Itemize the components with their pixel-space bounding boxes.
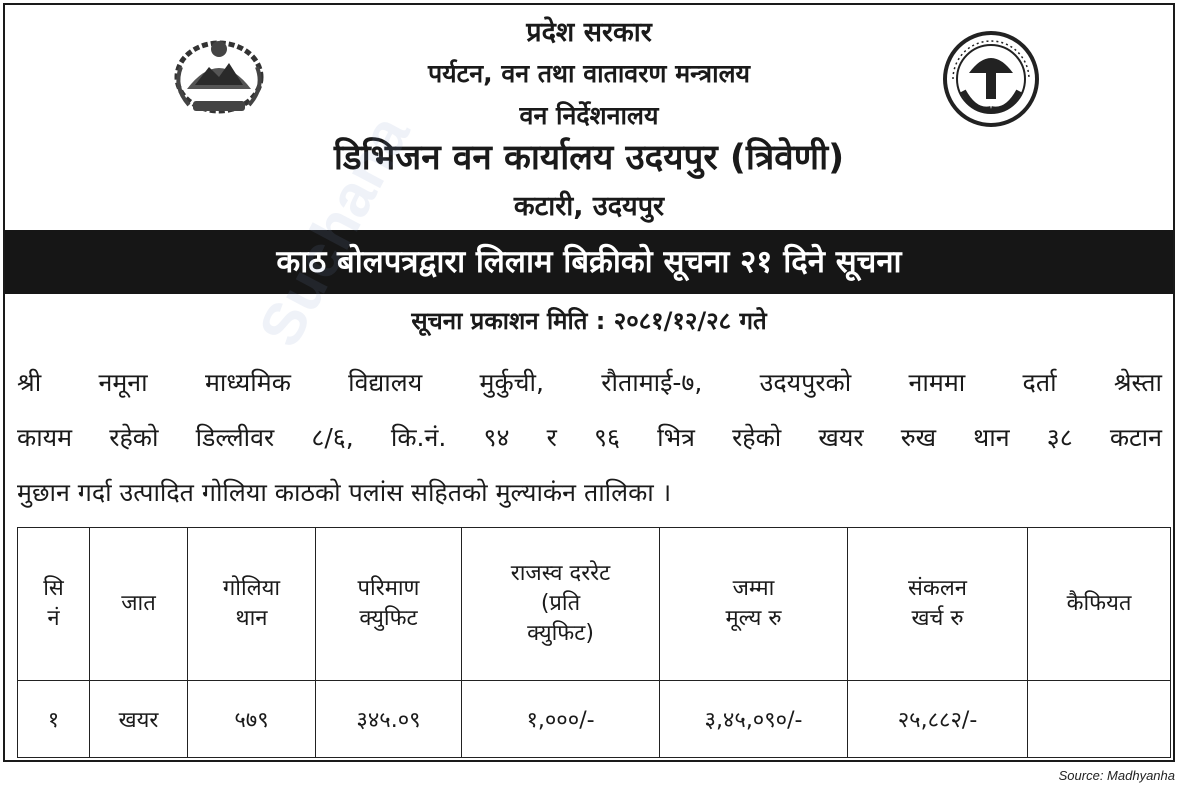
header-text: जम्मा	[732, 576, 775, 601]
header-text: नं	[47, 606, 60, 631]
header-log-count	[188, 528, 316, 681]
office-title: डिभिजन वन कार्यालय उदयपुर (त्रिवेणी)	[333, 138, 845, 178]
header-text: थान	[235, 606, 268, 631]
valuation-table	[17, 527, 1171, 758]
header-text: संकलन	[908, 576, 967, 601]
cell-species: खयर	[90, 681, 188, 758]
publish-date: सूचना प्रकाशन मिति : २०८१/१२/२८ गते	[411, 307, 767, 335]
header-text: गोलिया	[222, 576, 281, 601]
notice-header	[5, 5, 1173, 229]
header-serial	[18, 528, 90, 681]
header-text: जात	[121, 591, 156, 616]
office-location: कटारी, उदयपुर	[513, 191, 665, 222]
header-text: सि	[43, 576, 64, 601]
header-text: क्युफिट)	[527, 621, 594, 646]
header-species	[90, 528, 188, 681]
source-credit: Source: Madhyanha	[1058, 768, 1175, 783]
header-remarks	[1028, 528, 1171, 681]
header-text: (प्रति	[540, 591, 581, 616]
header-total-value	[660, 528, 848, 681]
header-collection-cost	[848, 528, 1028, 681]
notice-banner: काठ बोलपत्रद्वारा लिलाम बिक्रीको सूचना २१ दिने सूचना	[5, 230, 1173, 294]
paragraph-line: श्री नमूना माध्यमिक विद्यालय मुर्कुची, रौतामाई-७, उदयपुरको नाममा दर्ता श्रेस्ता	[17, 368, 1162, 397]
cell-volume: ३४५.०९	[316, 681, 462, 758]
header-text: मूल्य रु	[725, 606, 782, 631]
paragraph-line: कायम रहेको डिल्लीवर ८/६, कि.नं. ९४ र ९६ भित्र रहेको खयर रुख थान ३८ कटान	[17, 423, 1162, 452]
header-volume	[316, 528, 462, 681]
cell-total-value: ३,४५,०९०/-	[660, 681, 848, 758]
directorate-title: वन निर्देशनालय	[519, 101, 659, 130]
cell-remarks	[1028, 681, 1171, 758]
cell-serial: १	[18, 681, 90, 758]
header-text: खर्च रु	[911, 606, 964, 631]
header-text: कैफियत	[1066, 591, 1132, 616]
table-row	[18, 681, 1171, 758]
header-text: परिमाण	[357, 576, 420, 601]
cell-royalty-rate: १,०००/-	[462, 681, 660, 758]
header-text: क्युफिट	[359, 606, 418, 631]
table-header-row	[18, 528, 1171, 681]
paragraph-line: मुछान गर्दा उत्पादित गोलिया काठको पलांस सहितको मुल्याकंन तालिका ।	[17, 478, 672, 507]
header-royalty-rate	[462, 528, 660, 681]
notice-paragraph	[17, 355, 1162, 520]
cell-collection-cost: २५,८८२/-	[848, 681, 1028, 758]
header-text: राजस्व दररेट	[510, 561, 611, 586]
notice-frame	[3, 3, 1175, 762]
cell-log-count: ५७९	[188, 681, 316, 758]
ministry-title: पर्यटन, वन तथा वातावरण मन्त्रालय	[427, 59, 751, 88]
government-title: प्रदेश सरकार	[526, 17, 652, 48]
